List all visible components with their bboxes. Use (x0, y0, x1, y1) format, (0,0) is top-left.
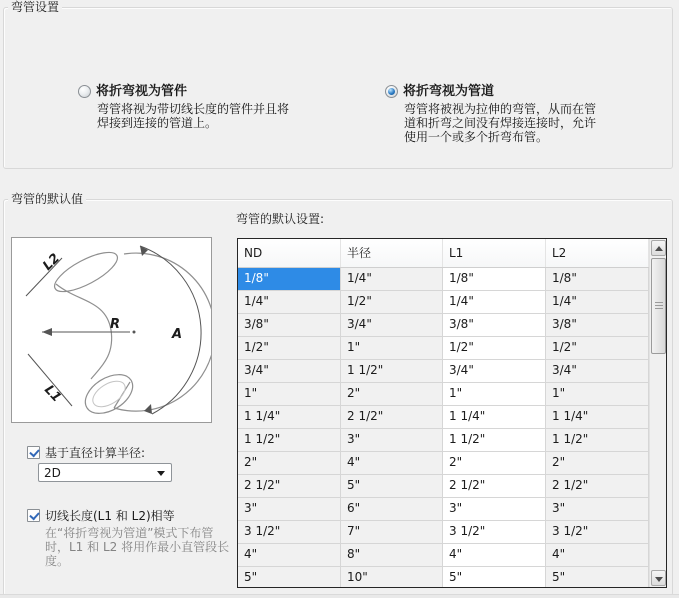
table-row (238, 268, 649, 291)
table-cell[interactable]: 2 1/2" (443, 475, 546, 498)
table-cell[interactable]: 3/4" (341, 314, 443, 337)
radius-from-diameter-checkbox[interactable] (27, 446, 40, 459)
table-cell[interactable]: 1/2" (341, 291, 443, 314)
table-cell[interactable]: 3" (238, 498, 341, 521)
table-cell[interactable]: 1 1/4" (546, 406, 649, 429)
table-row (238, 291, 649, 314)
table-cell[interactable]: 3/4" (546, 360, 649, 383)
table-cell[interactable]: 4" (238, 544, 341, 567)
table-header (238, 239, 649, 268)
table-row (238, 567, 649, 588)
table-cell[interactable]: 1/2" (546, 337, 649, 360)
table-cell[interactable]: 1 1/2" (443, 429, 546, 452)
table-cell[interactable]: 1/8" (443, 268, 546, 291)
table-cell[interactable]: 3" (443, 498, 546, 521)
label-R: R (110, 317, 121, 332)
label-L2: L2 (40, 250, 64, 274)
table-cell[interactable]: 2 1/2" (341, 406, 443, 429)
radius-multiplier-dropdown[interactable] (38, 463, 172, 482)
column-header-1[interactable]: 半径 (341, 239, 443, 267)
table-row (238, 452, 649, 475)
table-cell[interactable]: 1" (546, 383, 649, 406)
radius-multiplier-value: 2D (44, 466, 61, 480)
table-cell[interactable]: 2 1/2" (238, 475, 341, 498)
scrollbar-thumb[interactable] (651, 258, 666, 354)
table-cell[interactable]: 2" (341, 383, 443, 406)
radius-from-diameter-label[interactable]: 基于直径计算半径: (45, 446, 146, 460)
label-A: A (172, 327, 183, 342)
table-cell[interactable]: 1/2" (443, 337, 546, 360)
column-header-2[interactable]: L1 (443, 239, 546, 267)
table-cell[interactable]: 5" (238, 567, 341, 588)
bend-center-dot (133, 331, 136, 334)
scroll-down-button[interactable] (651, 570, 666, 586)
table-cell[interactable]: 1 1/4" (238, 406, 341, 429)
table-cell[interactable]: 2" (443, 452, 546, 475)
equal-tangent-checkbox[interactable] (27, 509, 40, 522)
table-row (238, 383, 649, 406)
table-cell[interactable]: 1/4" (546, 291, 649, 314)
table-cell[interactable]: 3 1/2" (238, 521, 341, 544)
table-cell[interactable]: 10" (341, 567, 443, 588)
table-cell[interactable]: 8" (341, 544, 443, 567)
table-row (238, 475, 649, 498)
column-header-3[interactable]: L2 (546, 239, 649, 267)
table-cell[interactable]: 1 1/4" (443, 406, 546, 429)
table-cell[interactable]: 1/2" (238, 337, 341, 360)
table-cell[interactable]: 3/4" (238, 360, 341, 383)
table-body (238, 268, 649, 588)
radio-desc-treat-bends-as-pipes: 弯管将被视为拉伸的弯管，从而在管道和折弯之间没有焊接连接时，允许使用一个或多个折弯布管。 (404, 102, 597, 144)
bend-defaults-title: 弯管的默认值 (8, 190, 86, 207)
dropdown-arrow-icon (157, 471, 165, 476)
table-cell[interactable]: 5" (443, 567, 546, 588)
arrowhead-R (42, 328, 52, 336)
table-cell[interactable]: 3/8" (238, 314, 341, 337)
table-cell[interactable]: 1 1/2" (546, 429, 649, 452)
table-cell[interactable]: 1/4" (443, 291, 546, 314)
table-cell[interactable]: 1" (238, 383, 341, 406)
table-cell[interactable]: 3 1/2" (546, 521, 649, 544)
elbow-bottom-bore (88, 376, 129, 412)
radio-label-treat-bends-as-fittings[interactable]: 将折弯视为管件 (96, 84, 188, 99)
scroll-up-button[interactable] (651, 240, 666, 256)
table-row (238, 337, 649, 360)
table-row (238, 544, 649, 567)
radio-treat-bends-as-fittings[interactable] (78, 85, 91, 98)
table-cell[interactable]: 1/4" (238, 291, 341, 314)
table-row (238, 498, 649, 521)
dialog-bottom-edge (0, 594, 679, 598)
scroll-up-icon (655, 246, 663, 251)
table-cell[interactable]: 5" (341, 475, 443, 498)
elbow-diagram-svg (12, 238, 211, 422)
table-cell[interactable]: 1 1/2" (238, 429, 341, 452)
table-cell[interactable]: 1/4" (341, 268, 443, 291)
radio-desc-treat-bends-as-fittings: 弯管将视为带切线长度的管件并且将焊接到连接的管道上。 (97, 102, 290, 130)
bend-defaults-table (237, 238, 667, 588)
arrowhead-A-bottom (144, 404, 152, 414)
table-cell[interactable]: 3/8" (546, 314, 649, 337)
table-vertical-scrollbar[interactable] (649, 239, 666, 587)
bend-settings-title: 弯管设置 (8, 0, 62, 15)
table-cell[interactable]: 4" (443, 544, 546, 567)
table-cell[interactable]: 3/8" (443, 314, 546, 337)
table-cell[interactable]: 3 1/2" (443, 521, 546, 544)
table-cell[interactable]: 3" (546, 498, 649, 521)
table-cell[interactable]: 2 1/2" (546, 475, 649, 498)
table-cell[interactable]: 1/8" (238, 268, 341, 291)
table-row (238, 314, 649, 337)
table-cell[interactable]: 1 1/2" (341, 360, 443, 383)
table-row (238, 521, 649, 544)
bend-diagram-image (11, 237, 212, 423)
scroll-down-icon (655, 577, 663, 582)
radio-label-treat-bends-as-pipes[interactable]: 将折弯视为管道 (403, 84, 495, 99)
column-header-0[interactable]: ND (238, 239, 341, 267)
equal-tangent-label[interactable]: 切线长度(L1 和 L2)相等 (45, 509, 175, 523)
table-cell[interactable]: 3" (341, 429, 443, 452)
equal-tangent-note: 在“将折弯视为管道”模式下布管时，L1 和 L2 将用作最小直管段长度。 (45, 526, 230, 568)
table-cell[interactable]: 2" (546, 452, 649, 475)
elbow-top-opening (49, 245, 122, 299)
radio-treat-bends-as-pipes[interactable] (385, 85, 398, 98)
table-cell[interactable]: 2" (238, 452, 341, 475)
table-cell[interactable]: 7" (341, 521, 443, 544)
elbow-bottom-opening (78, 367, 139, 422)
table-cell[interactable]: 4" (341, 452, 443, 475)
table-cell[interactable]: 1/8" (546, 268, 649, 291)
table-row (238, 406, 649, 429)
table-row (238, 429, 649, 452)
table-cell[interactable]: 3/4" (443, 360, 546, 383)
table-cell[interactable]: 4" (546, 544, 649, 567)
table-cell[interactable]: 6" (341, 498, 443, 521)
table-cell[interactable]: 5" (546, 567, 649, 588)
label-L1: L1 (41, 382, 64, 406)
table-cell[interactable]: 1" (341, 337, 443, 360)
table-row (238, 360, 649, 383)
defaults-table-label: 弯管的默认设置: (236, 212, 325, 226)
table-cell[interactable]: 1" (443, 383, 546, 406)
dimension-arc-A (140, 246, 201, 414)
